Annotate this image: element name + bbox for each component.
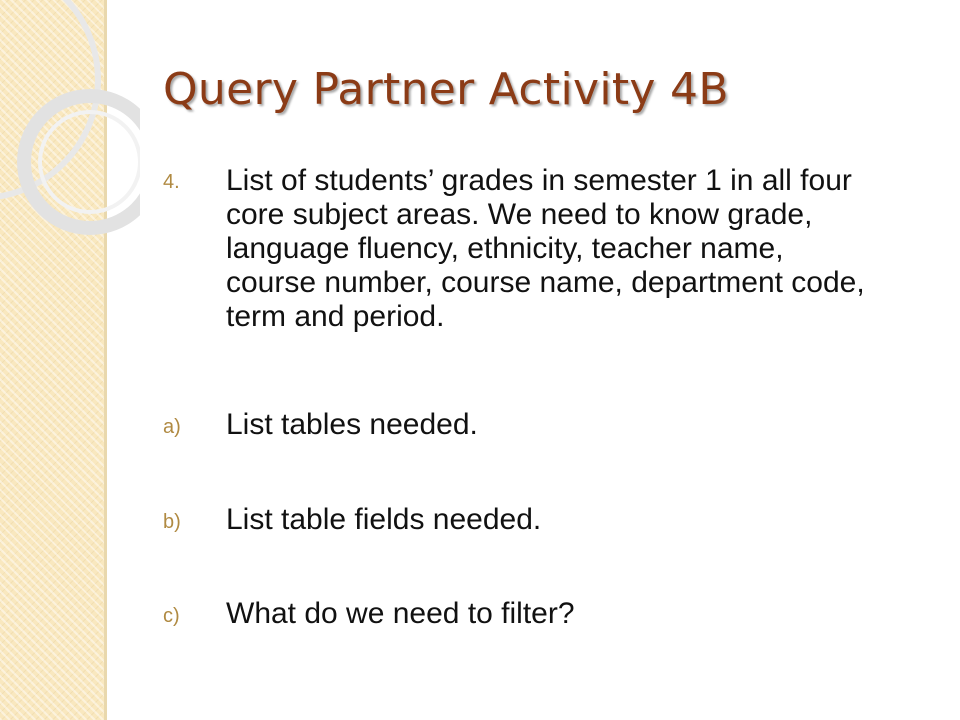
list-item-text: List tables needed.	[226, 408, 478, 441]
list-item-text: List of students’ grades in semester 1 in all four core subject areas. We need to know grade, language fluency, ethnicity, teacher name, course number, course name, department code, term and period.	[226, 164, 865, 333]
slide-title: Query Partner Activity 4B	[163, 64, 729, 115]
list-marker: 4.	[163, 171, 180, 193]
list-item-text: What do we need to filter?	[226, 597, 575, 630]
decorative-rings-icon	[0, 0, 140, 300]
list-marker: a)	[163, 416, 181, 438]
list-marker: b)	[163, 511, 181, 533]
list-item-text: List table fields needed.	[226, 503, 542, 536]
list-marker: c)	[163, 605, 180, 627]
